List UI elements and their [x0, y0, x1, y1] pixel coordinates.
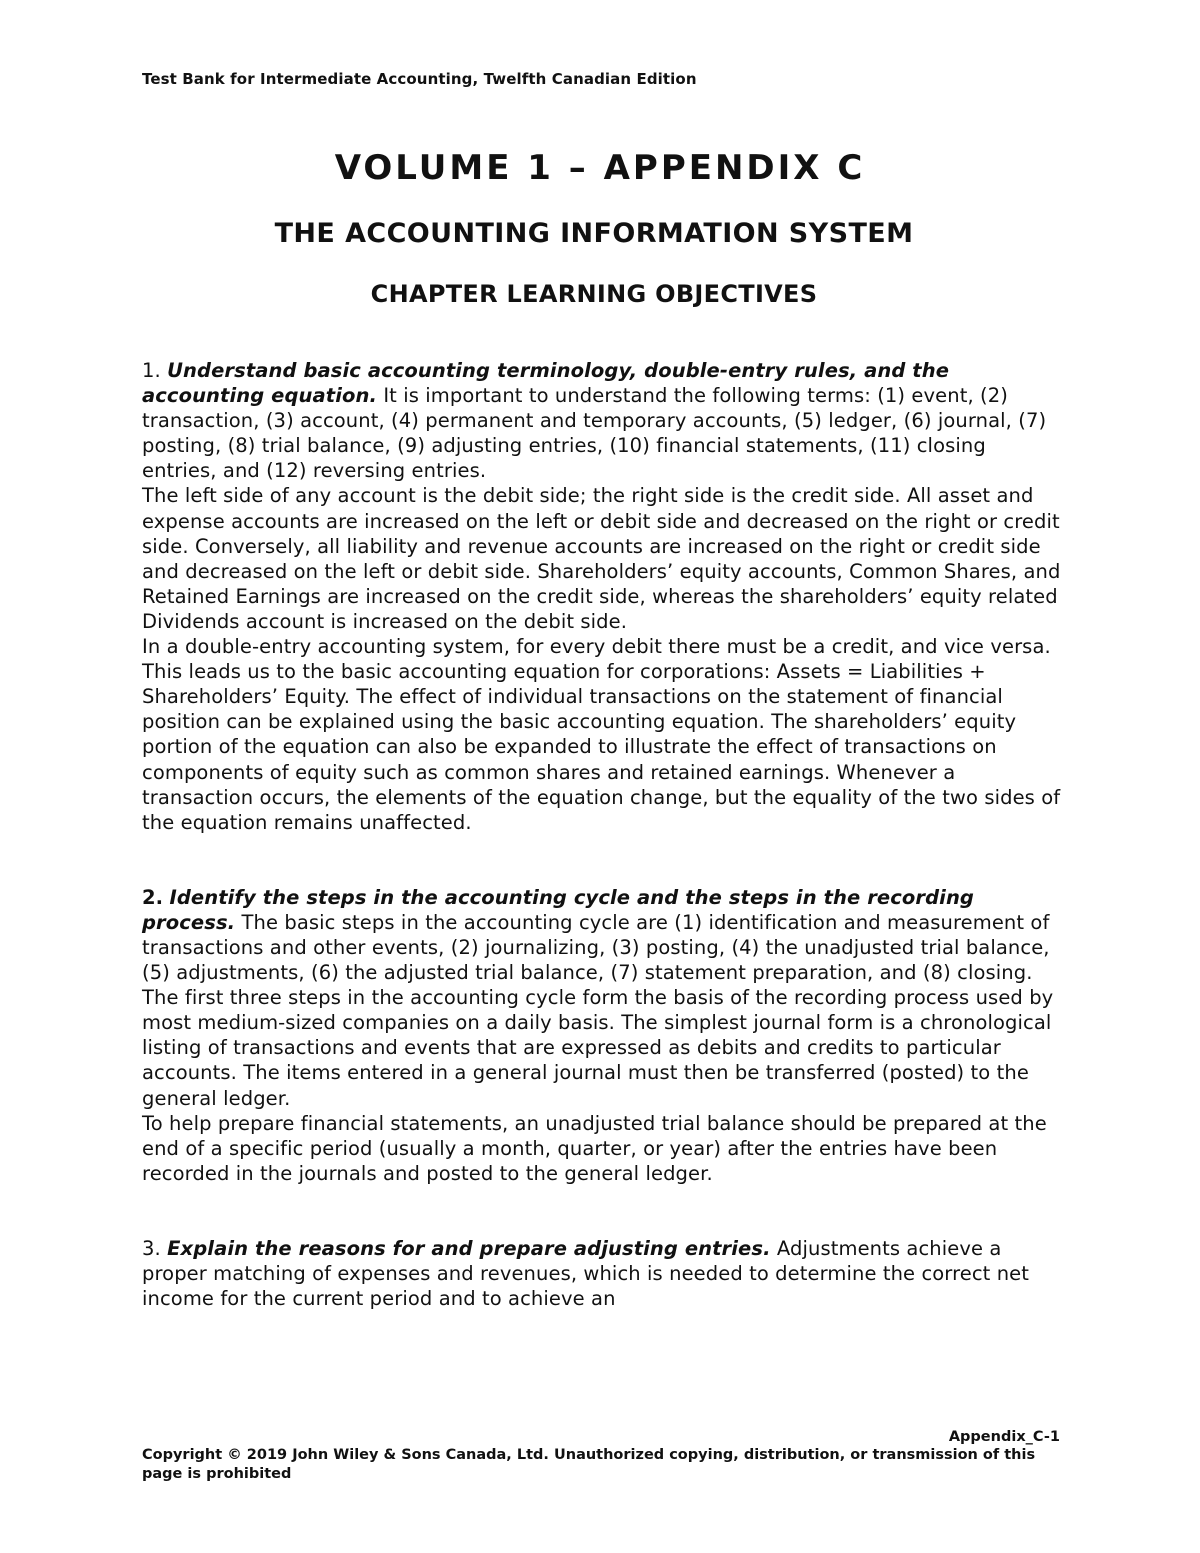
objective-1-first-paragraph [142, 358, 1062, 483]
objective-text: It is important to understand the following terms: (1) event, (2) transaction, (3) account, (4) permanent and temporary accounts, (5) ledger, (6) journal, (7) posting, (8) trial balance, (9) adjusting entries, (10) financial statements, (11) closing entries, and (12) reversing entries. [142, 384, 1047, 483]
copyright-notice: Copyright © 2019 John Wiley & Sons Canada, Ltd. Unauthorized copying, distribution, or transmission of this page is prohibited [142, 1447, 1036, 1482]
objective-number: 1. [142, 359, 161, 382]
spacer [142, 1186, 1062, 1236]
objective-paragraph: The left side of any account is the debit side; the right side is the credit side. All asset and expense accounts are increased on the left or debit side and decreased on the right or credit side. Conversely, all liability and revenue accounts are increased on the right or credit side and decreased on the left or debit side. Shareholders’ equity accounts, Common Shares, and Retained Earnings are increased on the credit side, whereas the shareholders’ equity related Dividends account is increased on the debit side. [142, 484, 1061, 633]
objective-text: The basic steps in the accounting cycle are (1) identification and measurement of transactions and other events, (2) journalizing, (3) posting, (4) the unadjusted trial balance, (5) adjustments, (6) the adjusted trial balance, (7) statement preparation, and (8) closing. The first three steps in the accounting cycle form the basis of the recording process used by most medium-sized companies on a daily basis. The simplest journal form is a chronological listing of transactions and events that are expressed as debits and credits to particular accounts. The items entered in a general journal must then be transferred (posted) to the general ledger. [142, 910, 1054, 1110]
objective-heading: Explain the reasons for and prepare adjusting entries. [167, 1236, 771, 1260]
objective-heading: Identify the steps in the accounting cycle and the steps in the recording process. [142, 885, 974, 934]
volume-title: VOLUME 1 – APPENDIX C [334, 148, 866, 188]
document-body [142, 358, 1062, 1311]
running-header: Test Bank for Intermediate Accounting, Twelfth Canadian Edition [142, 70, 697, 88]
objective-number: 2. [142, 885, 164, 909]
objective-paragraph: To help prepare financial statements, an unadjusted trial balance should be prepared at the end of a specific period (usually a month, quarter, or year) after the entries have been recorded in the journals and posted to the general ledger. [142, 1111, 1047, 1185]
learning-objective-2 [142, 885, 1062, 1186]
chapter-title: THE ACCOUNTING INFORMATION SYSTEM [274, 218, 914, 249]
objective-heading: Understand basic accounting terminology, double-entry rules, and the accounting equation. [142, 359, 950, 408]
spacer [142, 835, 1062, 885]
objective-paragraph: In a double-entry accounting system, for every debit there must be a credit, and vice versa. This leads us to the basic accounting equation for corporations: Assets = Liabilities + Shareholders’ Equity. The effect of individual transactions on the statement of financial position can be explained using the basic accounting equation. The shareholders’ equity portion of the equation can also be expanded to illustrate the effect of transactions on components of equity such as common shares and retained earnings. Whenever a transaction occurs, the elements of the equation change, but the equality of the two sides of the equation remains unaffected. [142, 635, 1061, 834]
page-number: Appendix_C-1 [948, 1429, 1060, 1445]
objective-number: 3. [142, 1236, 161, 1260]
learning-objective-1 [142, 358, 1062, 835]
learning-objective-3 [142, 1236, 1062, 1311]
objective-2-first-paragraph [142, 885, 1062, 1111]
objective-text: Adjustments achieve a proper matching of expenses and revenues, which is needed to determine the correct net income for the current period and to achieve an [142, 1236, 1030, 1311]
objective-3-first-paragraph [142, 1236, 1062, 1311]
section-title: CHAPTER LEARNING OBJECTIVES [370, 280, 818, 308]
